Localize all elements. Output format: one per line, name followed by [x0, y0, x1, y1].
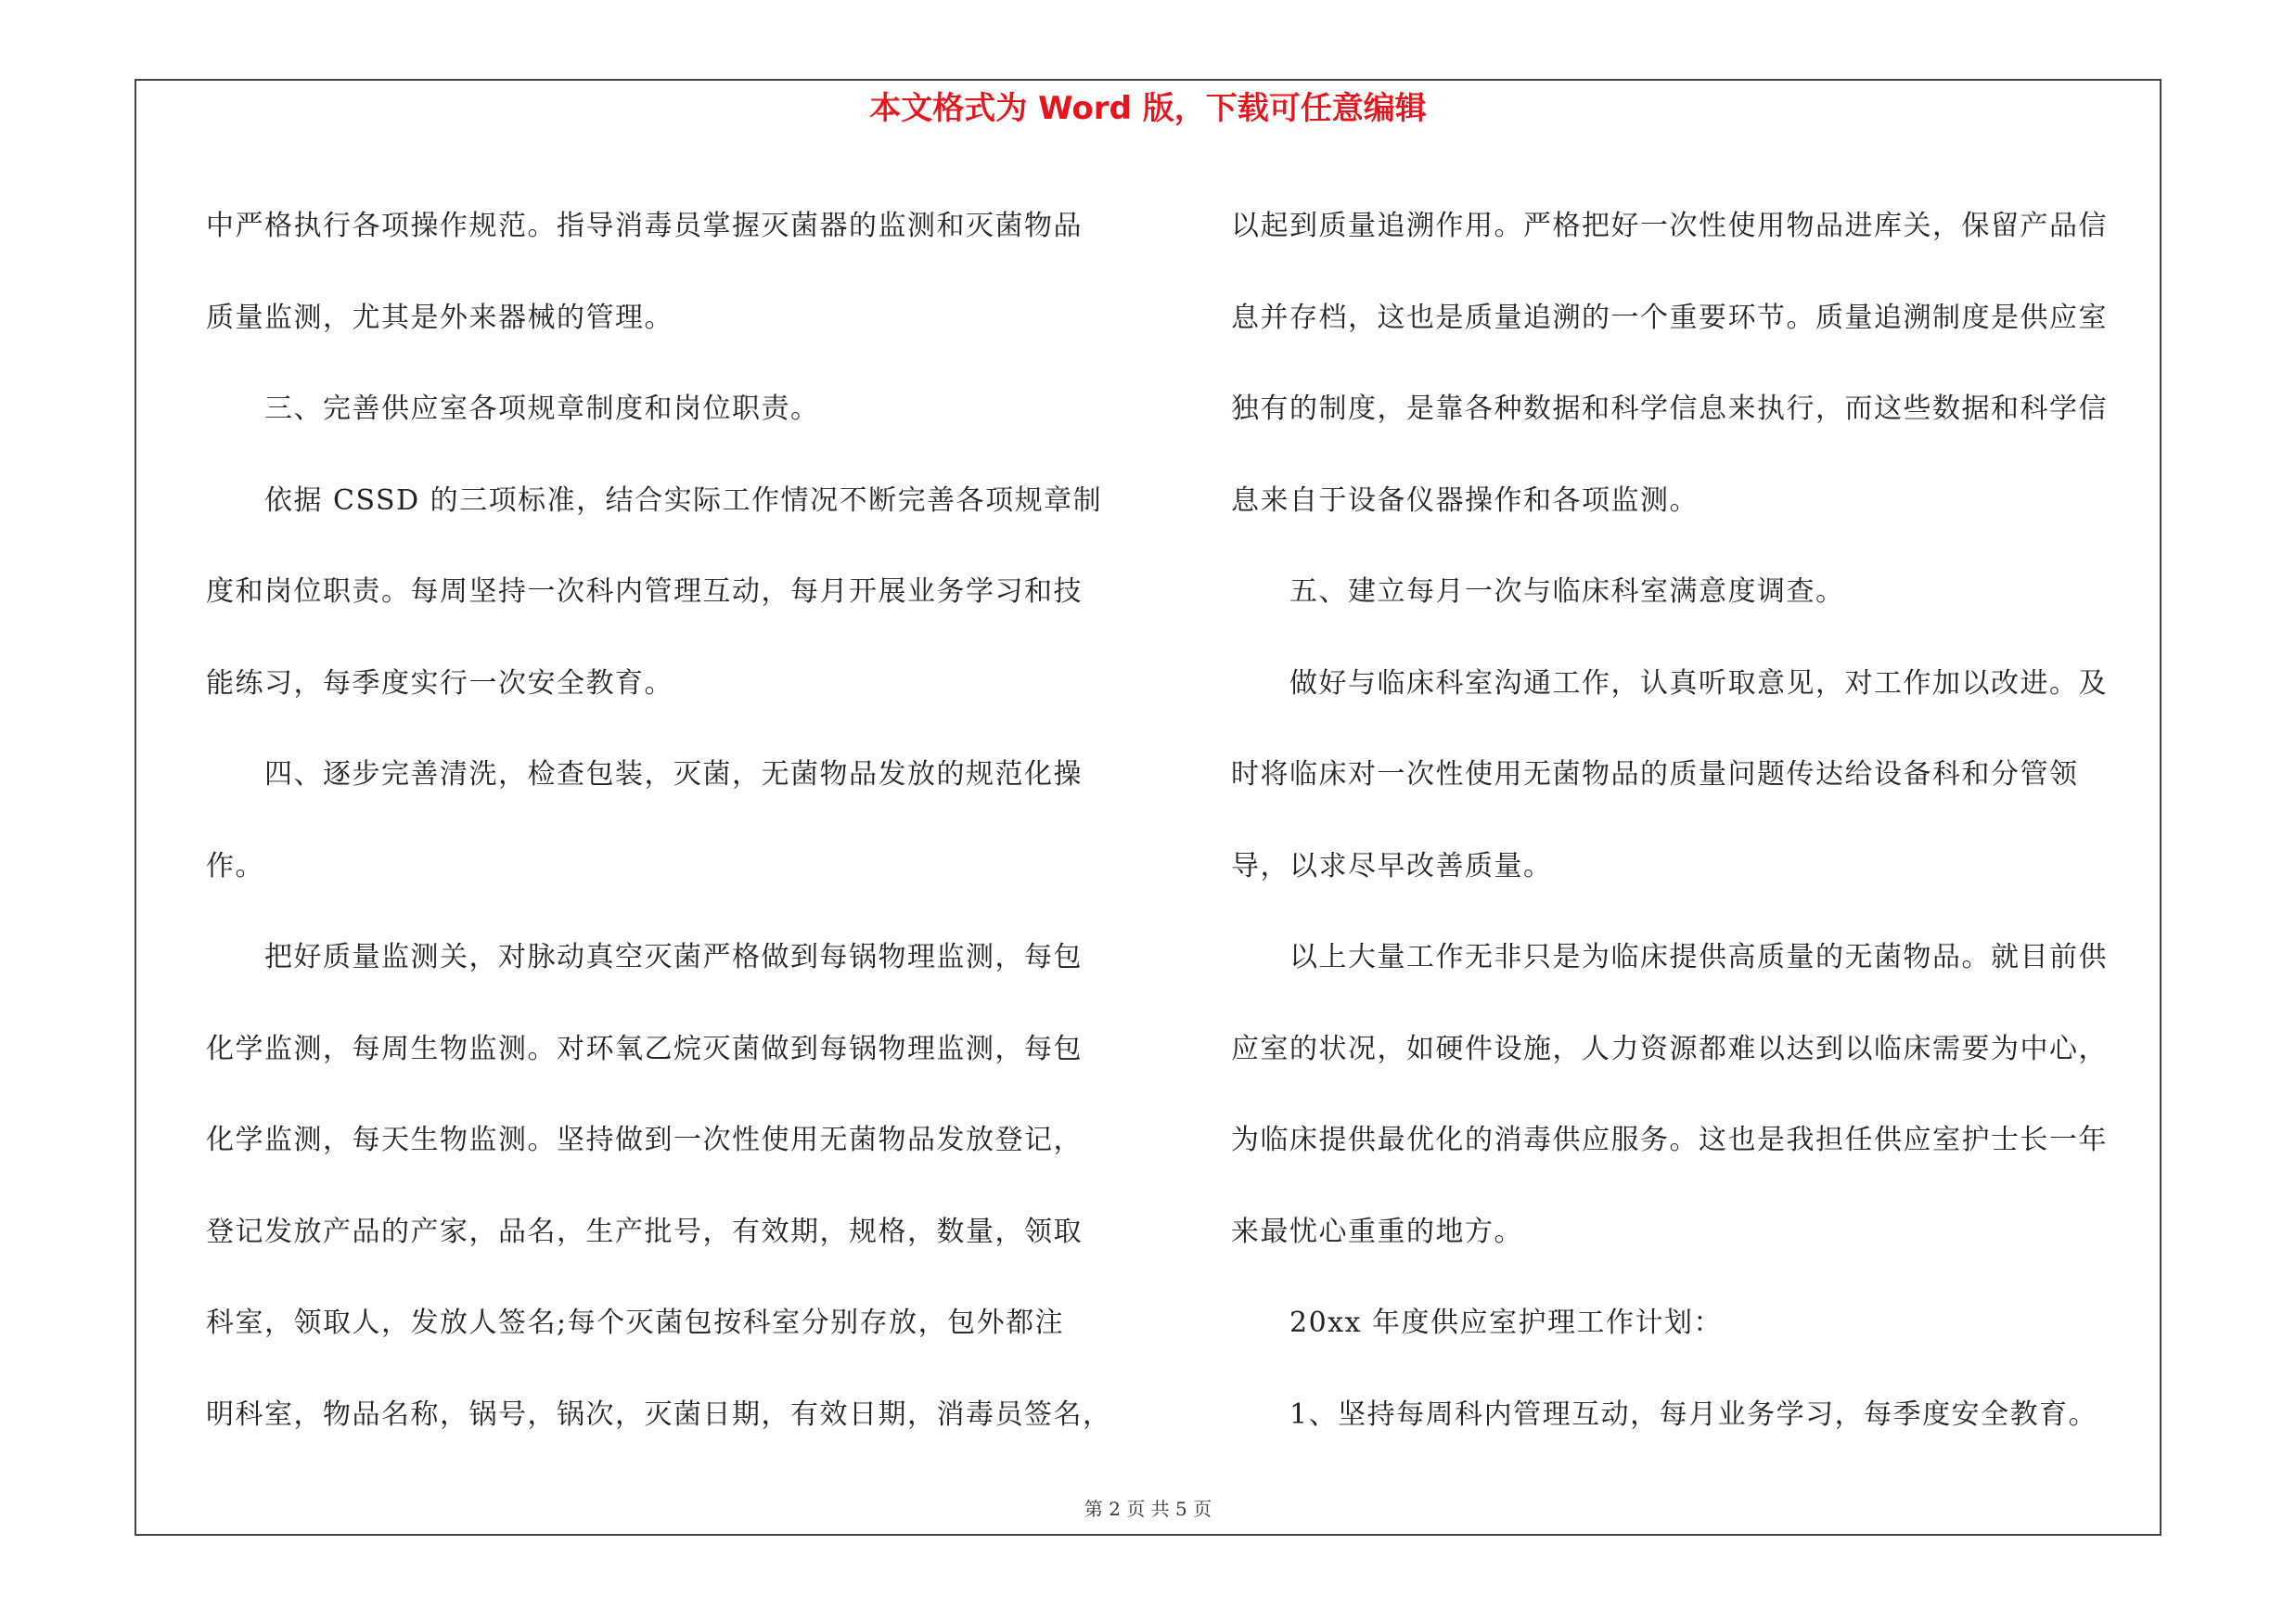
text-line: 能练习，每季度实行一次安全教育。	[206, 666, 673, 700]
format-banner: 本文格式为 Word 版，下载可任意编辑	[869, 90, 1427, 127]
section-heading: 四、逐步完善清洗，检查包装，灭菌，无菌物品发放的规范化操	[206, 758, 1083, 791]
text-line: 1、坚持每周科内管理互动，每月业务学习，每季度安全教育。	[1231, 1398, 2098, 1431]
page-number: 第 2 页 共 5 页	[1084, 1498, 1212, 1520]
section-heading: 20xx 年度供应室护理工作计划：	[1231, 1307, 1724, 1339]
text-line: 化学监测，每周生物监测。对环氧乙烷灭菌做到每锅物理监测，每包	[206, 1032, 1083, 1065]
text-line: 以起到质量追溯作用。严格把好一次性使用物品进库关，保留产品信	[1231, 210, 2108, 242]
text-line: 明科室，物品名称，锅号，锅次，灭菌日期，有效日期，消毒员签名，	[206, 1398, 1112, 1431]
left-column	[206, 181, 1143, 1461]
section-heading: 五、建立每月一次与临床科室满意度调查。	[1231, 575, 1845, 608]
text-line: 应室的状况，如硬件设施，人力资源都难以达到以临床需要为中心，	[1231, 1032, 2108, 1065]
text-line: 登记发放产品的产家，品名，生产批号，有效期，规格，数量，领取	[206, 1215, 1083, 1248]
right-column	[1231, 181, 2168, 1461]
text-line: 息并存档，这也是质量追溯的一个重要环节。质量追溯制度是供应室	[1231, 301, 2108, 334]
text-line: 度和岗位职责。每周坚持一次科内管理互动，每月开展业务学习和技	[206, 575, 1083, 608]
text-line: 中严格执行各项操作规范。指导消毒员掌握灭菌器的监测和灭菌物品	[206, 210, 1083, 242]
text-line: 导，以求尽早改善质量。	[1231, 849, 1553, 882]
text-line: 质量监测，尤其是外来器械的管理。	[206, 301, 673, 334]
text-line: 独有的制度，是靠各种数据和科学信息来执行，而这些数据和科学信	[1231, 393, 2108, 425]
text-line: 科室，领取人，发放人签名;每个灭菌包按科室分别存放，包外都注	[206, 1307, 1065, 1339]
text-line: 为临床提供最优化的消毒供应服务。这也是我担任供应室护士长一年	[1231, 1124, 2108, 1156]
text-line: 做好与临床科室沟通工作，认真听取意见，对工作加以改进。及	[1231, 666, 2108, 700]
text-line: 时将临床对一次性使用无菌物品的质量问题传达给设备科和分管领	[1231, 758, 2079, 791]
section-heading: 三、完善供应室各项规章制度和岗位职责。	[206, 393, 820, 425]
text-line: 作。	[206, 849, 264, 882]
text-line: 依据 CSSD 的三项标准，结合实际工作情况不断完善各项规章制	[206, 483, 1103, 517]
text-line: 息来自于设备仪器操作和各项监测。	[1231, 483, 1699, 517]
text-line: 化学监测，每天生物监测。坚持做到一次性使用无菌物品发放登记，	[206, 1124, 1083, 1156]
text-line: 把好质量监测关，对脉动真空灭菌严格做到每锅物理监测，每包	[206, 941, 1083, 973]
text-line: 以上大量工作无非只是为临床提供高质量的无菌物品。就目前供	[1231, 941, 2108, 973]
text-line: 来最忧心重重的地方。	[1231, 1215, 1523, 1248]
